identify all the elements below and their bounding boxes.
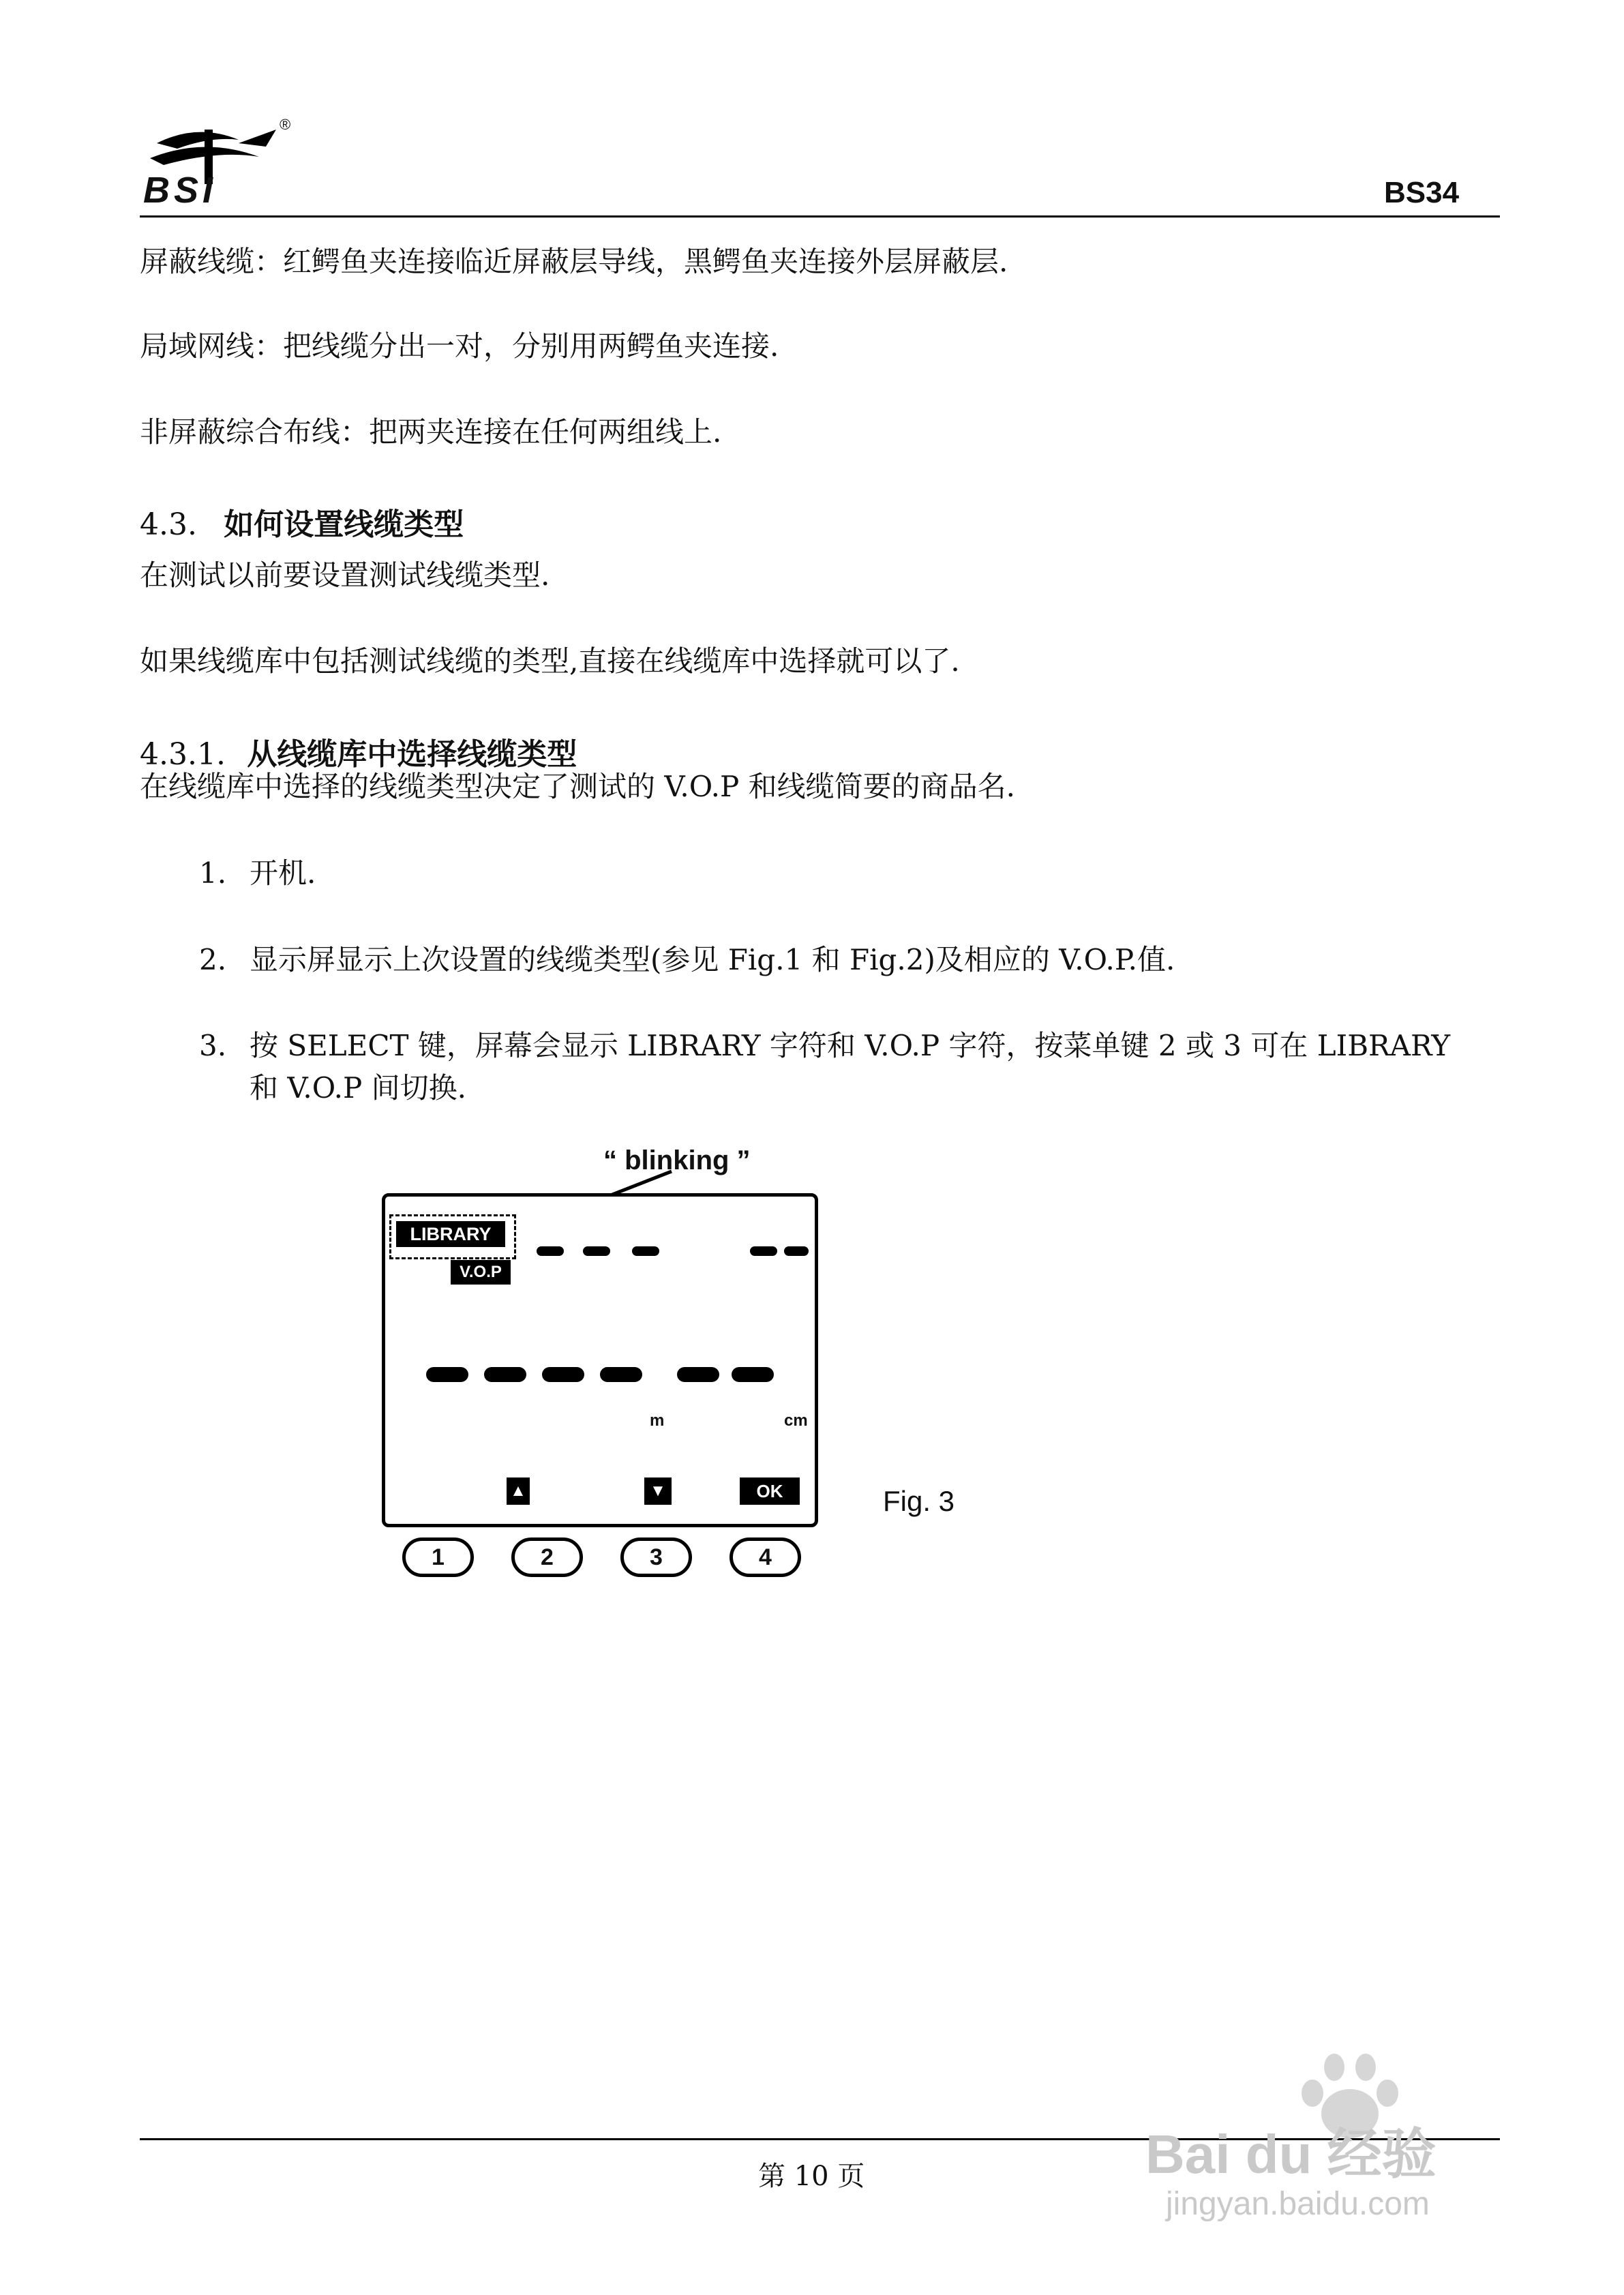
unshielded-cable-text: 非屏蔽综合布线：把两夹连接在任何两组线上. [140,415,722,449]
section-number: 4.3. [140,507,197,542]
step-2-num: 2. [199,943,227,976]
header-rule [140,215,1500,217]
page-number: 第 10 页 [758,2161,865,2192]
baidu-watermark [1145,2045,1554,2250]
step-1-num: 1. [199,856,227,890]
paragraph-1: 在测试以前要设置测试线缆类型. [140,558,550,592]
shield-cable-text: 屏蔽线缆：红鳄鱼夹连接临近屏蔽层导线，黑鳄鱼夹连接外层屏蔽层. [140,245,1008,278]
section-heading [140,500,464,543]
library-label: LIBRARY [396,1221,505,1247]
length-digit-dash [677,1367,719,1382]
step-2-text: 显示屏显示上次设置的线缆类型(参见 Fig.1 和 Fig.2)及相应的 V.O.P.值. [250,943,1175,976]
subsection-number: 4.3.1. [140,737,226,772]
paragraph-2: 如果线缆库中包括测试线缆的类型,直接在线缆库中选择就可以了. [140,644,960,678]
subsection-heading [140,730,577,773]
step-1-text: 开机. [250,856,316,890]
menu-key-3: 3 [620,1537,692,1577]
upper-dash [784,1246,809,1256]
upper-dash [750,1246,777,1256]
figure-caption: Fig. 3 [883,1485,955,1517]
registered-mark: ® [280,116,291,133]
logo [136,116,300,211]
blinking-callout: “ blinking ” [603,1145,751,1175]
watermark-url: jingyan.baidu.com [1166,2186,1430,2222]
lcd-screen [382,1193,818,1527]
softkey-down: ▼ [644,1478,672,1505]
unit-cm: cm [784,1411,808,1430]
step-3-num: 3. [199,1029,227,1062]
menu-key-1: 1 [402,1537,474,1577]
model-title: BS34 [1384,176,1460,209]
upper-dash [537,1246,564,1256]
length-digit-dash [600,1367,642,1382]
step-3-text: 按 SELECT 键，屏幕会显示 LIBRARY 字符和 V.O.P 字符，按菜单键 2 或 3 可在 LIBRARY [250,1029,1451,1062]
menu-key-2: 2 [511,1537,583,1577]
menu-key-4: 4 [730,1537,801,1577]
step-3-text-cont: 和 V.O.P 间切换. [250,1071,466,1105]
softkey-ok: OK [740,1478,800,1505]
figure-3 [368,1145,982,1589]
unit-m: m [650,1411,665,1430]
watermark-brand: Bai du 经验 [1145,2124,1437,2185]
lan-cable-text: 局域网线：把线缆分出一对，分别用两鳄鱼夹连接. [140,329,779,363]
logo-text: BSI [143,170,217,211]
paragraph-3: 在线缆库中选择的线缆类型决定了测试的 V.O.P 和线缆简要的商品名. [140,770,1015,803]
upper-dash [632,1246,659,1256]
section-title: 如何设置线缆类型 [224,507,464,542]
length-digit-dash [484,1367,526,1382]
upper-dash [583,1246,610,1256]
softkey-up: ▲ [507,1478,530,1505]
length-digit-dash [426,1367,468,1382]
vop-label: V.O.P [451,1260,511,1285]
subsection-title: 从线缆库中选择线缆类型 [247,737,577,772]
length-digit-dash [732,1367,774,1382]
length-digit-dash [542,1367,584,1382]
